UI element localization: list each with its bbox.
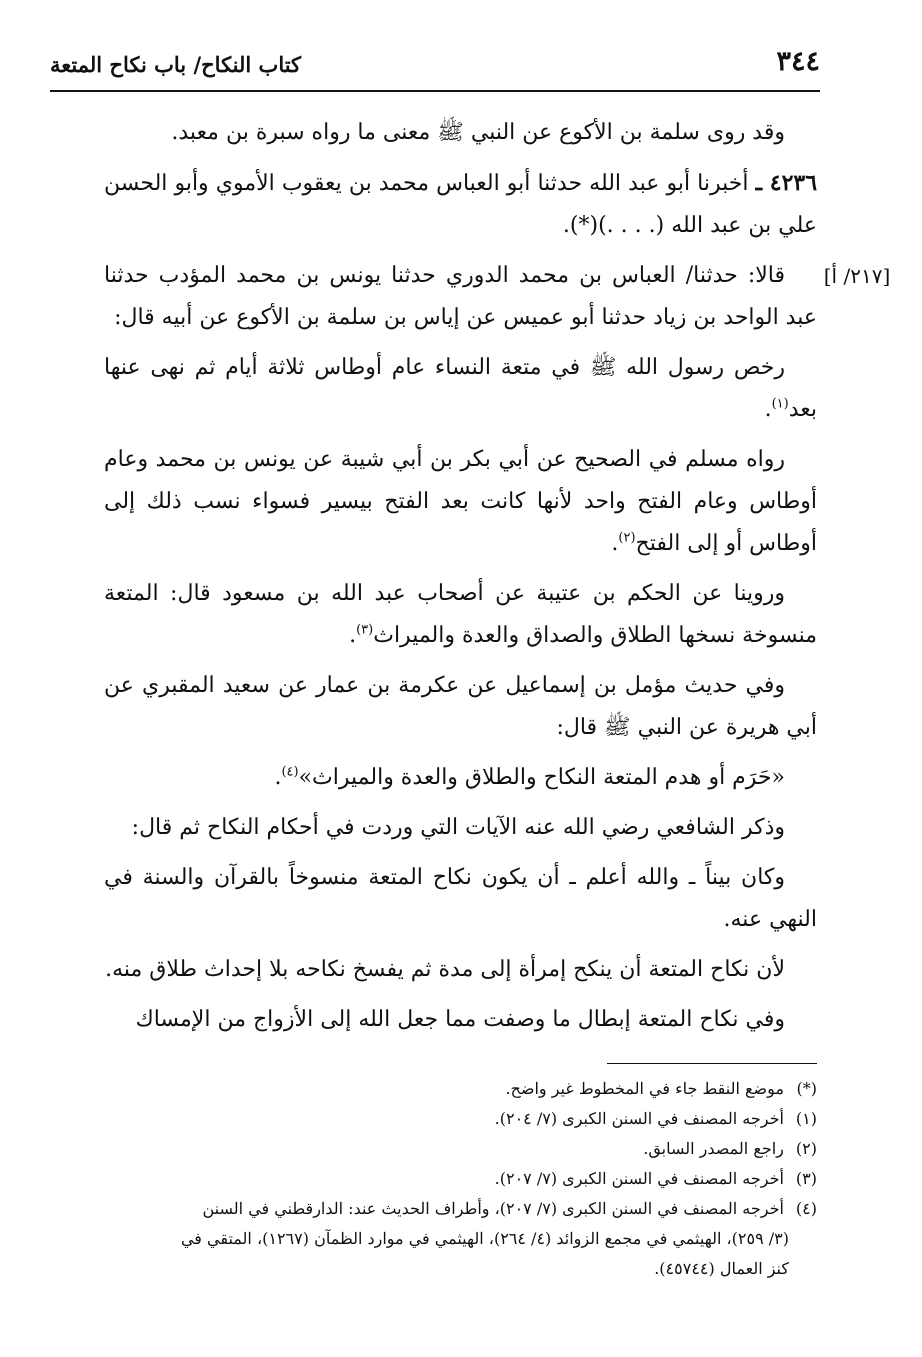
period: . xyxy=(349,623,357,648)
paragraph xyxy=(104,347,817,431)
footnote-text: موضع النقط جاء في المخطوط غير واضح. xyxy=(505,1079,784,1098)
paragraph-text: وروينا عن الحكم بن عتيبة عن أصحاب عبد الله بن مسعود قال: المتعة منسوخة نسخها الطلاق والصداق والعدة والميراث xyxy=(104,581,817,648)
footnote-mark: (٤) xyxy=(795,1199,817,1218)
footnotes xyxy=(104,1074,817,1284)
page-header xyxy=(50,44,820,92)
quote-paragraph xyxy=(104,757,817,799)
running-title: كتاب النكاح/ باب نكاح المتعة xyxy=(50,52,302,77)
paragraph: وذكر الشافعي رضي الله عنه الآيات التي وردت في أحكام النكاح ثم قال: xyxy=(131,815,785,840)
paragraph: وفي نكاح المتعة إبطال ما وصفت مما جعل الله إلى الأزواج من الإمساك xyxy=(135,1007,785,1032)
main-text xyxy=(104,112,817,1049)
footnote-text: أخرجه المصنف في السنن الكبرى (٧/ ٢٠٧). xyxy=(494,1169,784,1188)
footnote-item xyxy=(104,1134,817,1164)
paragraph: وقد روى سلمة بن الأكوع عن النبي ﷺ معنى ما رواه سبرة بن معبد. xyxy=(171,120,785,145)
footnote-continuation: كنز العمال (٤٥٧٤٤). xyxy=(654,1259,789,1278)
paragraph-text: رخص رسول الله ﷺ في متعة النساء عام أوطاس ثلاثة أيام ثم نهى عنها بعد xyxy=(104,355,817,422)
footnote-item xyxy=(104,1164,817,1194)
paragraph: لأن نكاح المتعة أن ينكح إمرأة إلى مدة ثم يفسخ نكاحه بلا إحداث طلاق منه. xyxy=(105,957,785,982)
paragraph xyxy=(104,439,817,565)
footnote-item xyxy=(104,1194,817,1224)
paragraph: وفي حديث مؤمل بن إسماعيل عن عكرمة بن عمار عن سعيد المقبري عن أبي هريرة عن النبي ﷺ قال: xyxy=(104,673,817,740)
footnote-divider xyxy=(607,1063,817,1064)
footnote-text: راجع المصدر السابق. xyxy=(643,1139,784,1158)
footnote-continuation: (٣/ ٢٥٩)، الهيثمي في مجمع الزوائد (٤/ ٢٦٤)، الهيثمي في موارد الظمآن (١٢٦٧)، المتقي في xyxy=(180,1229,789,1248)
footnote-text: أخرجه المصنف في السنن الكبرى (٧/ ٢٠٧)، وأطراف الحديث عند: الدارقطني في السنن xyxy=(202,1199,784,1218)
footnote-ref[interactable]: (٣) xyxy=(356,622,374,638)
footnote-ref[interactable]: (٢) xyxy=(618,530,636,546)
paragraph-text: «حَرَم أو هدم المتعة النكاح والطلاق والعدة والميراث» xyxy=(298,765,785,790)
footnote-item xyxy=(104,1104,817,1134)
paragraph: وكان بيناً ـ والله أعلم ـ أن يكون نكاح المتعة منسوخاً بالقرآن والسنة في النهي عنه. xyxy=(104,865,817,932)
hadith-number: ٤٢٣٦ ـ xyxy=(755,170,818,196)
page-number: ٣٤٤ xyxy=(776,46,820,77)
paragraph: قالا: حدثنا/ العباس بن محمد الدوري حدثنا يونس بن محمد المؤدب حدثنا عبد الواحد بن زياد حدثنا أبو عميس عن إياس بن سلمة بن الأكوع عن أبيه قال: xyxy=(104,263,817,330)
hadith-isnad: أخبرنا أبو عبد الله حدثنا أبو العباس محمد بن يعقوب الأموي وأبو الحسن علي بن عبد الله (. . . .)(*). xyxy=(104,171,817,238)
paragraph-text: رواه مسلم في الصحيح عن أبي بكر بن أبي شيبة عن يونس بن محمد وعام أوطاس وعام الفتح واحد لأنها كانت بعد الفتح بيسير فسواء نسب ذلك إلى أوطاس أو إلى الفتح xyxy=(104,447,817,556)
footnote-mark: (١) xyxy=(795,1109,817,1128)
footnote-mark: (٣) xyxy=(795,1169,817,1188)
period: . xyxy=(611,531,619,556)
footnote-mark: (٢) xyxy=(795,1139,817,1158)
footnote-ref[interactable]: (١) xyxy=(771,396,789,412)
period: . xyxy=(274,765,282,790)
footnote-text: أخرجه المصنف في السنن الكبرى (٧/ ٢٠٤). xyxy=(494,1109,784,1128)
footnote-ref[interactable]: (٤) xyxy=(281,764,299,780)
hadith-paragraph xyxy=(104,162,817,247)
footnote-item xyxy=(104,1074,817,1104)
footnote-mark: (*) xyxy=(796,1079,817,1098)
manuscript-folio-note: [٢١٧/ أ] xyxy=(823,264,891,288)
paragraph xyxy=(104,573,817,657)
period: . xyxy=(764,397,772,422)
